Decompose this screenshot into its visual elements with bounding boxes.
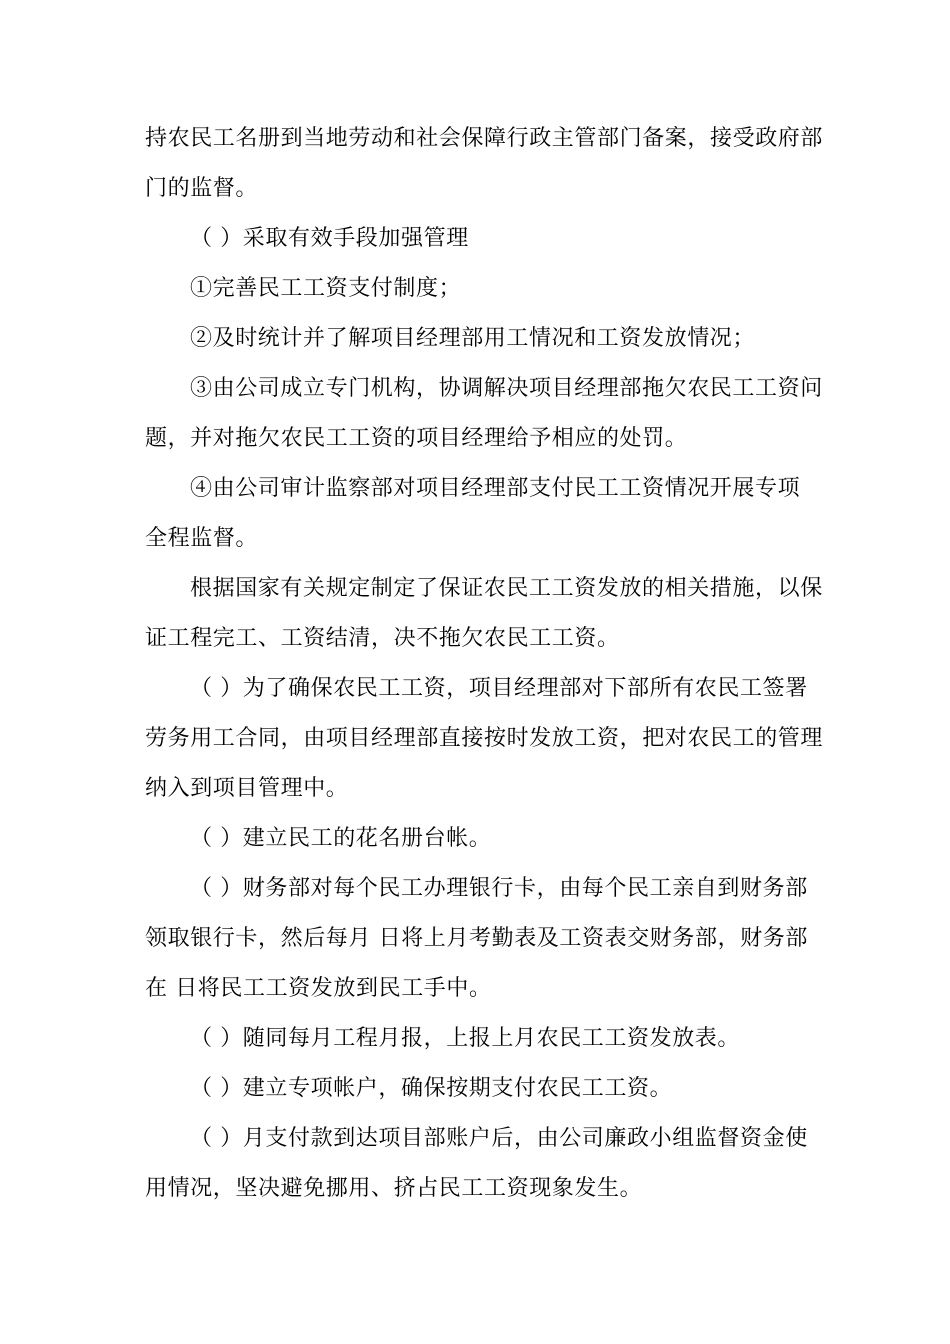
text-line: 证工程完工、工资结清，决不拖欠农民工工资。 bbox=[145, 626, 620, 651]
text-line: 在 日将民工工资发放到民工手中。 bbox=[145, 976, 492, 1001]
text-line: ③由公司成立专门机构，协调解决项目经理部拖欠农民工工资问 bbox=[190, 376, 823, 401]
text-line: （ ）财务部对每个民工办理银行卡，由每个民工亲自到财务部 bbox=[190, 876, 808, 901]
section-heading: （ ）采取有效手段加强管理 bbox=[190, 226, 469, 251]
text-line: 纳入到项目管理中。 bbox=[145, 776, 349, 801]
text-line: 领取银行卡，然后每月 日将上月考勤表及工资表交财务部，财务部 bbox=[145, 926, 808, 951]
text-line: （ ）建立民工的花名册台帐。 bbox=[190, 826, 492, 851]
text-line: ②及时统计并了解项目经理部用工情况和工资发放情况； bbox=[190, 326, 756, 351]
text-line: 劳务用工合同，由项目经理部直接按时发放工资，把对农民工的管理 bbox=[145, 726, 824, 751]
text-line: （ ）建立专项帐户，确保按期支付农民工工资。 bbox=[190, 1076, 673, 1101]
text-line: （ ）随同每月工程月报，上报上月农民工工资发放表。 bbox=[190, 1026, 740, 1051]
text-line: （ ）月支付款到达项目部账户后，由公司廉政小组监督资金使 bbox=[190, 1126, 808, 1151]
text-line: 用情况，坚决避免挪用、挤占民工工资现象发生。 bbox=[145, 1176, 643, 1201]
text-line: ①完善民工工资支付制度； bbox=[190, 276, 462, 301]
text-line: 全程监督。 bbox=[145, 526, 259, 551]
text-line: 题，并对拖欠农民工工资的项目经理给予相应的处罚。 bbox=[145, 426, 688, 451]
text-line: （ ）为了确保农民工工资，项目经理部对下部所有农民工签署 bbox=[190, 676, 808, 701]
text-line: 门的监督。 bbox=[145, 176, 259, 201]
text-line: ④由公司审计监察部对项目经理部支付民工工资情况开展专项 bbox=[190, 476, 801, 501]
text-line: 根据国家有关规定制定了保证农民工工资发放的相关措施，以保 bbox=[190, 576, 823, 601]
text-line: 持农民工名册到当地劳动和社会保障行政主管部门备案，接受政府部 bbox=[145, 126, 824, 151]
